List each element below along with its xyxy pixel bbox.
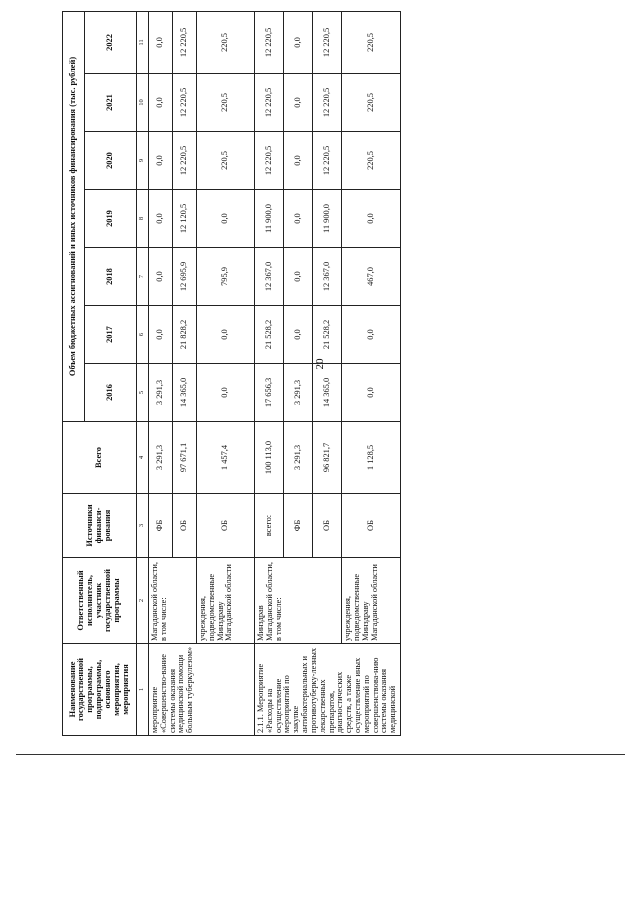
cell-source: ОБ	[197, 494, 255, 558]
event-executor-sub: учреждения, подведомственные Минздраву Магаданской области	[342, 558, 401, 644]
header-year: 2020	[85, 132, 137, 190]
header-total: Всего	[63, 422, 137, 494]
cell-value: 0,0	[342, 364, 401, 422]
cell-total: 3 291,3	[149, 422, 173, 494]
header-executor: Ответственный исполнитель, участник государственной программы	[63, 558, 137, 644]
cell-value: 17 656,3	[255, 364, 284, 422]
cell-value: 0,0	[197, 364, 255, 422]
cell-total: 3 291,3	[284, 422, 313, 494]
col-number: 10	[137, 74, 149, 132]
cell-value: 0,0	[149, 74, 173, 132]
cell-value: 12 220,5	[313, 74, 342, 132]
table-row	[149, 11, 173, 735]
event-executor: Минздрав Магаданской области, в том числе:	[255, 558, 342, 644]
cell-value: 220,5	[342, 11, 401, 73]
cell-source: ОБ	[173, 494, 197, 558]
cell-value: 14 365,0	[313, 364, 342, 422]
cell-value: 11 900,0	[313, 190, 342, 248]
event-executor: Магаданской области, в том числе:	[149, 558, 197, 644]
cell-source: ФБ	[284, 494, 313, 558]
cell-value: 14 365,0	[173, 364, 197, 422]
cell-value: 0,0	[342, 190, 401, 248]
cell-value: 0,0	[149, 306, 173, 364]
table-row	[255, 11, 284, 735]
col-number: 2	[137, 558, 149, 644]
table-row	[342, 11, 401, 735]
cell-value: 0,0	[342, 306, 401, 364]
cell-value: 0,0	[197, 190, 255, 248]
col-number: 11	[137, 11, 149, 73]
header-volume: Объем бюджетных ассигнований и иных источников финансирования (тыс. рублей)	[63, 11, 85, 421]
cell-value: 12 220,5	[313, 11, 342, 73]
cell-value: 12 220,5	[255, 74, 284, 132]
cell-value: 0,0	[149, 132, 173, 190]
header-year: 2021	[85, 74, 137, 132]
cell-value: 3 291,3	[149, 364, 173, 422]
cell-value: 220,5	[197, 132, 255, 190]
cell-value: 12 220,5	[313, 132, 342, 190]
cell-value: 0,0	[284, 11, 313, 73]
financing-table-container	[62, 12, 398, 736]
header-year: 2022	[85, 11, 137, 73]
cell-source: ОБ	[342, 494, 401, 558]
col-number: 3	[137, 494, 149, 558]
cell-value: 0,0	[284, 190, 313, 248]
cell-value: 12 220,5	[173, 11, 197, 73]
cell-value: 0,0	[149, 11, 173, 73]
col-number: 6	[137, 306, 149, 364]
cell-value: 21 528,2	[313, 306, 342, 364]
cell-value: 0,0	[284, 306, 313, 364]
col-number: 8	[137, 190, 149, 248]
financing-table	[62, 11, 401, 736]
col-number: 5	[137, 364, 149, 422]
event-name: 2.1.1. Мероприятие «Расходы на осуществление мероприятий по закупке антибактериальных и противотуберку-лезных лекарственных препаратов, диагностических средств, а также осуществление иных мероприятий по совершенствова-нию системы оказания медицинской	[255, 644, 401, 736]
header-year: 2017	[85, 306, 137, 364]
cell-value: 0,0	[149, 190, 173, 248]
cell-value: 795,9	[197, 248, 255, 306]
event-executor-sub: учреждения, подведомственные Минздраву Магаданской области	[197, 558, 255, 644]
cell-value: 3 291,3	[284, 364, 313, 422]
cell-value: 12 120,5	[173, 190, 197, 248]
cell-value: 220,5	[342, 74, 401, 132]
cell-value: 12 220,5	[173, 74, 197, 132]
cell-source: ОБ	[313, 494, 342, 558]
cell-value: 220,5	[342, 132, 401, 190]
table-row	[197, 11, 255, 735]
cell-value: 0,0	[284, 248, 313, 306]
cell-value: 12 367,0	[255, 248, 284, 306]
cell-value: 12 220,5	[173, 132, 197, 190]
cell-value: 21 828,2	[173, 306, 197, 364]
header-source: Источники финанси-рования	[63, 494, 137, 558]
cell-value: 220,5	[197, 74, 255, 132]
col-number: 7	[137, 248, 149, 306]
cell-value: 21 528,2	[255, 306, 284, 364]
col-number: 1	[137, 644, 149, 736]
cell-total: 96 821,7	[313, 422, 342, 494]
cell-value: 11 900,0	[255, 190, 284, 248]
cell-total: 97 671,1	[173, 422, 197, 494]
cell-total: 1 457,4	[197, 422, 255, 494]
cell-total: 1 128,5	[342, 422, 401, 494]
header-year: 2019	[85, 190, 137, 248]
cell-value: 12 220,5	[255, 132, 284, 190]
cell-value: 220,5	[197, 11, 255, 73]
col-number: 4	[137, 422, 149, 494]
cell-value: 467,0	[342, 248, 401, 306]
footer-rule	[16, 754, 625, 755]
cell-source: всего:	[255, 494, 284, 558]
col-number: 9	[137, 132, 149, 190]
page-number: 20	[314, 358, 326, 370]
cell-value: 0,0	[284, 74, 313, 132]
cell-value: 0,0	[284, 132, 313, 190]
header-name: Наименование государственной программы, подпрограммы, основного мероприятия, мероприятия	[63, 644, 137, 736]
cell-value: 0,0	[149, 248, 173, 306]
cell-total: 100 113,0	[255, 422, 284, 494]
cell-value: 12 367,0	[313, 248, 342, 306]
cell-value: 0,0	[197, 306, 255, 364]
cell-value: 12 220,5	[255, 11, 284, 73]
cell-source: ФБ	[149, 494, 173, 558]
cell-value: 12 695,9	[173, 248, 197, 306]
header-year: 2016	[85, 364, 137, 422]
event-name: мероприятие «Совершенство-вание системы оказания медицинской помощи больным туберкулезом»	[149, 644, 255, 736]
header-year: 2018	[85, 248, 137, 306]
